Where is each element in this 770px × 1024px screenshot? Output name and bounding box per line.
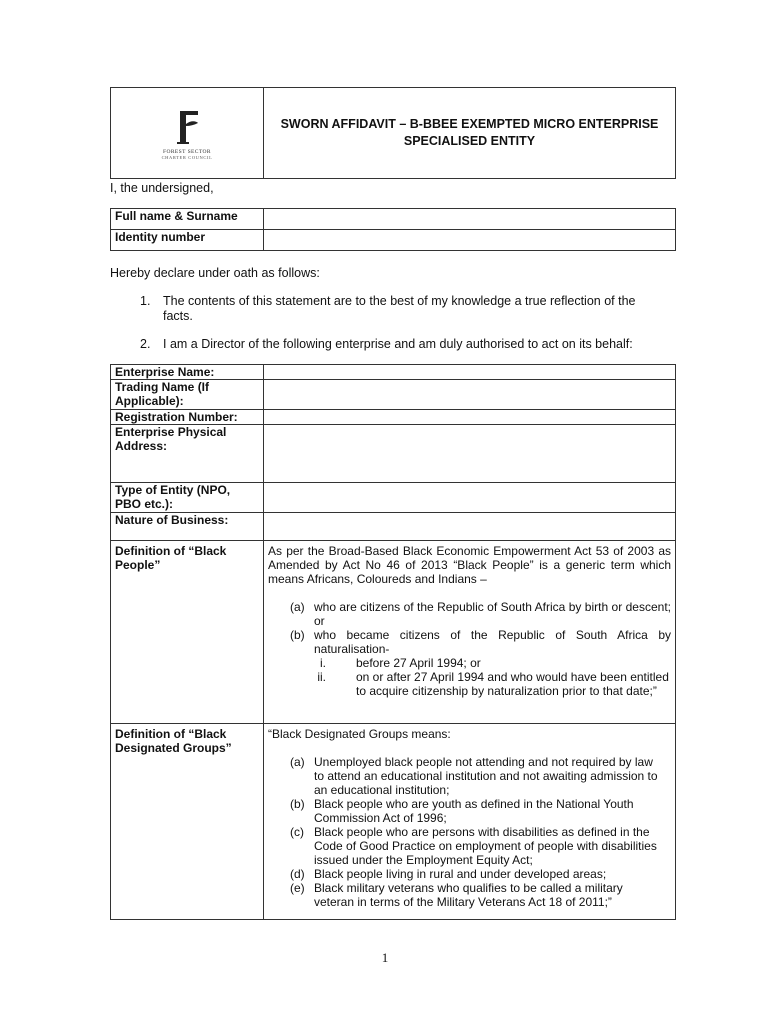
logo	[111, 88, 264, 178]
list-item	[140, 337, 660, 352]
enterprise-name-label: Enterprise Name:	[111, 365, 264, 380]
item-number: 1.	[140, 294, 151, 308]
enterprise-name-field[interactable]	[264, 365, 676, 380]
identity-table	[110, 208, 676, 251]
list-item: (a) who are citizens of the Republic of South Africa by birth or descent; or	[290, 600, 671, 628]
title-line1: SWORN AFFIDAVIT – B-BBEE EXEMPTED MICRO ENTERPRISE	[280, 117, 659, 131]
physical-address-label: Enterprise Physical Address:	[111, 425, 264, 483]
declare-text: Hereby declare under oath as follows:	[110, 266, 320, 280]
designated-groups-intro: “Black Designated Groups means:	[268, 727, 451, 741]
identity-number-label: Identity number	[111, 230, 264, 251]
list-item: (d) Black people living in rural and under developed areas;	[290, 867, 607, 881]
list-item	[140, 294, 660, 324]
trading-name-field[interactable]	[264, 380, 676, 410]
list-item: ii. on or after 27 April 1994 and who would have been entitled to acquire citizenship by naturalization prior to that date;”	[317, 670, 669, 698]
title-line2: SPECIALISED ENTITY	[403, 134, 536, 148]
nature-of-business-field[interactable]	[264, 513, 676, 541]
entity-type-label: Type of Entity (NPO, PBO etc.):	[111, 483, 264, 513]
full-name-field[interactable]	[264, 209, 676, 230]
list-item: (b) Black people who are youth as defined in the National Youth Commission Act of 1996;	[290, 797, 634, 825]
item-text: I am a Director of the following enterprise and am duly authorised to act on its behalf:	[163, 337, 633, 351]
designated-groups-definition	[264, 724, 676, 920]
intro-text: I, the undersigned,	[110, 181, 214, 195]
list-item: (c) Black people who are persons with disabilities as defined in the Code of Good Practice on employment of people with disabilities issued under the Employment Equity Act;	[290, 825, 657, 867]
list-item: (e) Black military veterans who qualifies to be called a military veteran in terms of the Military Veterans Act 18 of 2011;”	[290, 881, 623, 909]
registration-number-field[interactable]	[264, 410, 676, 425]
list-item: i. before 27 April 1994; or	[320, 656, 481, 670]
item-number: 2.	[140, 337, 151, 351]
black-people-label: Definition of “Black People”	[111, 541, 264, 724]
designated-groups-list	[290, 755, 660, 909]
logo-text-line2: CHARTER COUNCIL	[161, 154, 213, 160]
full-name-label: Full name & Surname	[111, 209, 264, 230]
black-people-intro: As per the Broad-Based Black Economic Empowerment Act 53 of 2003 as Amended by Act No 46 of 2013 “Black People” is a generic term which means Africans, Coloureds and Indians –	[268, 544, 671, 586]
trading-name-label: Trading Name (If Applicable):	[111, 380, 264, 410]
registration-number-label: Registration Number:	[111, 410, 264, 425]
black-people-definition	[264, 541, 676, 724]
physical-address-field[interactable]	[264, 425, 676, 483]
list-item: (b) who became citizens of the Republic of South Africa by naturalisation-	[290, 628, 671, 656]
item-text: The contents of this statement are to the best of my knowledge a true reflection of the facts.	[163, 294, 636, 323]
forest-sector-logo-icon	[167, 107, 207, 147]
document-title	[264, 88, 675, 178]
identity-number-field[interactable]	[264, 230, 676, 251]
logo-text-line1: FOREST SECTOR	[163, 148, 211, 155]
designated-groups-label: Definition of “Black Designated Groups”	[111, 724, 264, 920]
nature-of-business-label: Nature of Business:	[111, 513, 264, 541]
enterprise-table	[110, 364, 676, 920]
entity-type-field[interactable]	[264, 483, 676, 513]
list-item: (a) Unemployed black people not attending and not required by law to attend an educational institution and not awaiting admission to an educational institution;	[290, 755, 658, 797]
page-number: 1	[381, 950, 389, 965]
header-table	[110, 87, 676, 179]
